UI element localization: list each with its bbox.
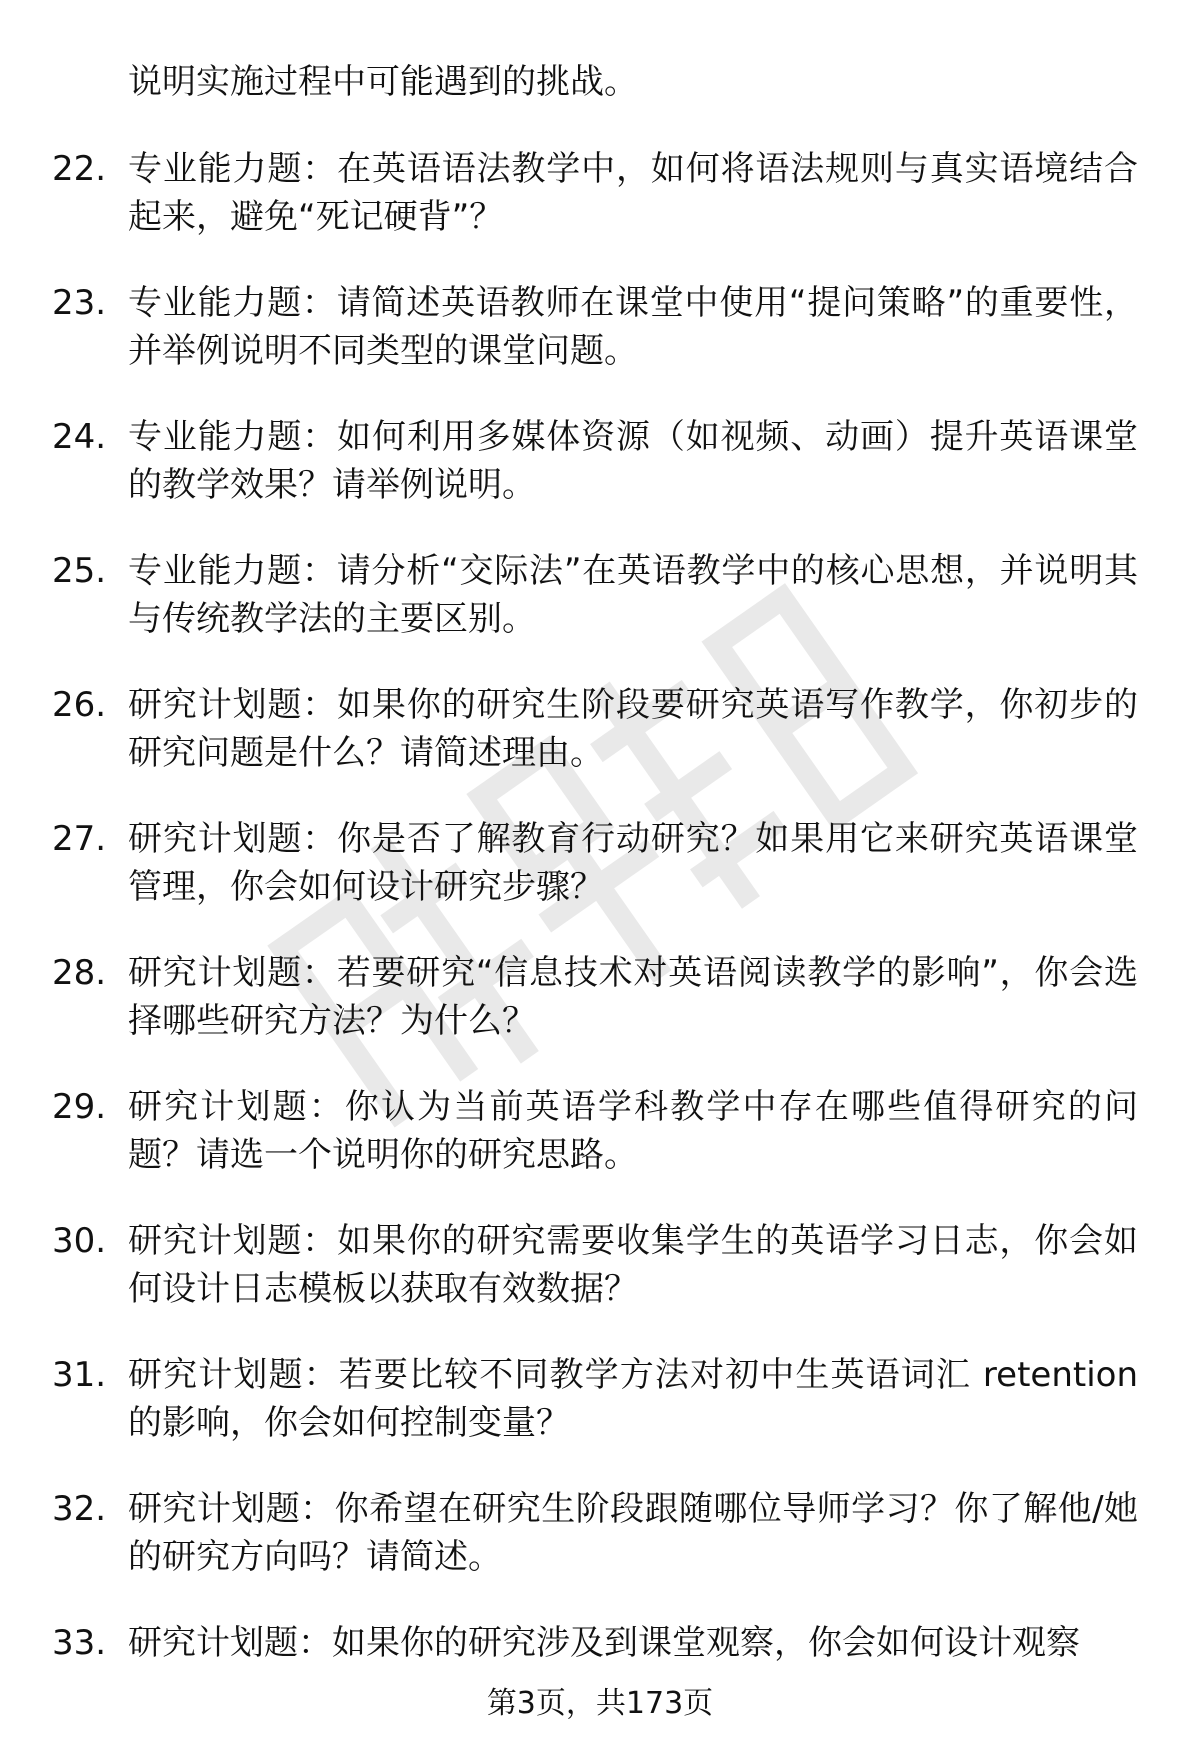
page-footer: 第3页，共173页 bbox=[486, 1686, 714, 1721]
question-text: 研究计划题：你希望在研究生阶段跟随哪位导师学习？你了解他/她的研究方向吗？请简述。 bbox=[128, 1489, 1138, 1577]
question-text: 研究计划题：如果你的研究涉及到课堂观察，你会如何设计观察 bbox=[128, 1623, 1080, 1663]
question-number: 29. bbox=[52, 1087, 107, 1127]
list-item bbox=[52, 1485, 1152, 1619]
question-text: 研究计划题：你是否了解教育行动研究？如果用它来研究英语课堂管理，你会如何设计研究步骤？ bbox=[128, 819, 1138, 907]
question-number: 28. bbox=[52, 953, 107, 993]
question-text: 专业能力题：在英语语法教学中，如何将语法规则与真实语境结合起来，避免“死记硬背”？ bbox=[128, 149, 1138, 237]
question-text: 专业能力题：如何利用多媒体资源（如视频、动画）提升英语课堂的教学效果？请举例说明。 bbox=[128, 417, 1138, 505]
list-item bbox=[52, 815, 1152, 949]
continued-text: 说明实施过程中可能遇到的挑战。 bbox=[128, 62, 638, 102]
list-item bbox=[52, 279, 1152, 413]
question-number: 22. bbox=[52, 149, 107, 189]
question-text: 专业能力题：请简述英语教师在课堂中使用“提问策略”的重要性，并举例说明不同类型的课堂问题。 bbox=[128, 283, 1138, 371]
question-text: 专业能力题：请分析“交际法”在英语教学中的核心思想，并说明其与传统教学法的主要区别。 bbox=[128, 551, 1138, 639]
question-number: 30. bbox=[52, 1221, 107, 1261]
question-list bbox=[52, 145, 1152, 1753]
question-text: 研究计划题：如果你的研究需要收集学生的英语学习日志，你会如何设计日志模板以获取有效数据？ bbox=[128, 1221, 1138, 1309]
question-text: 研究计划题：若要比较不同教学方法对初中生英语词汇 retention 的影响，你会如何控制变量？ bbox=[128, 1355, 1138, 1443]
list-item bbox=[52, 1217, 1152, 1351]
question-number: 24. bbox=[52, 417, 107, 457]
question-number: 26. bbox=[52, 685, 107, 725]
question-number: 25. bbox=[52, 551, 107, 591]
question-text: 研究计划题：若要研究“信息技术对英语阅读教学的影响”，你会选择哪些研究方法？为什么？ bbox=[128, 953, 1138, 1041]
question-number: 23. bbox=[52, 283, 107, 323]
list-item bbox=[52, 949, 1152, 1083]
question-number: 27. bbox=[52, 819, 107, 859]
question-number: 32. bbox=[52, 1489, 107, 1529]
list-item bbox=[52, 547, 1152, 681]
list-item bbox=[52, 1351, 1152, 1485]
question-number: 31. bbox=[52, 1355, 107, 1395]
list-item bbox=[52, 413, 1152, 547]
list-item bbox=[52, 681, 1152, 815]
list-item bbox=[52, 1083, 1152, 1217]
question-text: 研究计划题：你认为当前英语学科教学中存在哪些值得研究的问题？请选一个说明你的研究思路。 bbox=[128, 1087, 1138, 1175]
question-text: 研究计划题：如果你的研究生阶段要研究英语写作教学，你初步的研究问题是什么？请简述理由。 bbox=[128, 685, 1138, 773]
list-item bbox=[52, 145, 1152, 279]
question-number: 33. bbox=[52, 1623, 107, 1663]
